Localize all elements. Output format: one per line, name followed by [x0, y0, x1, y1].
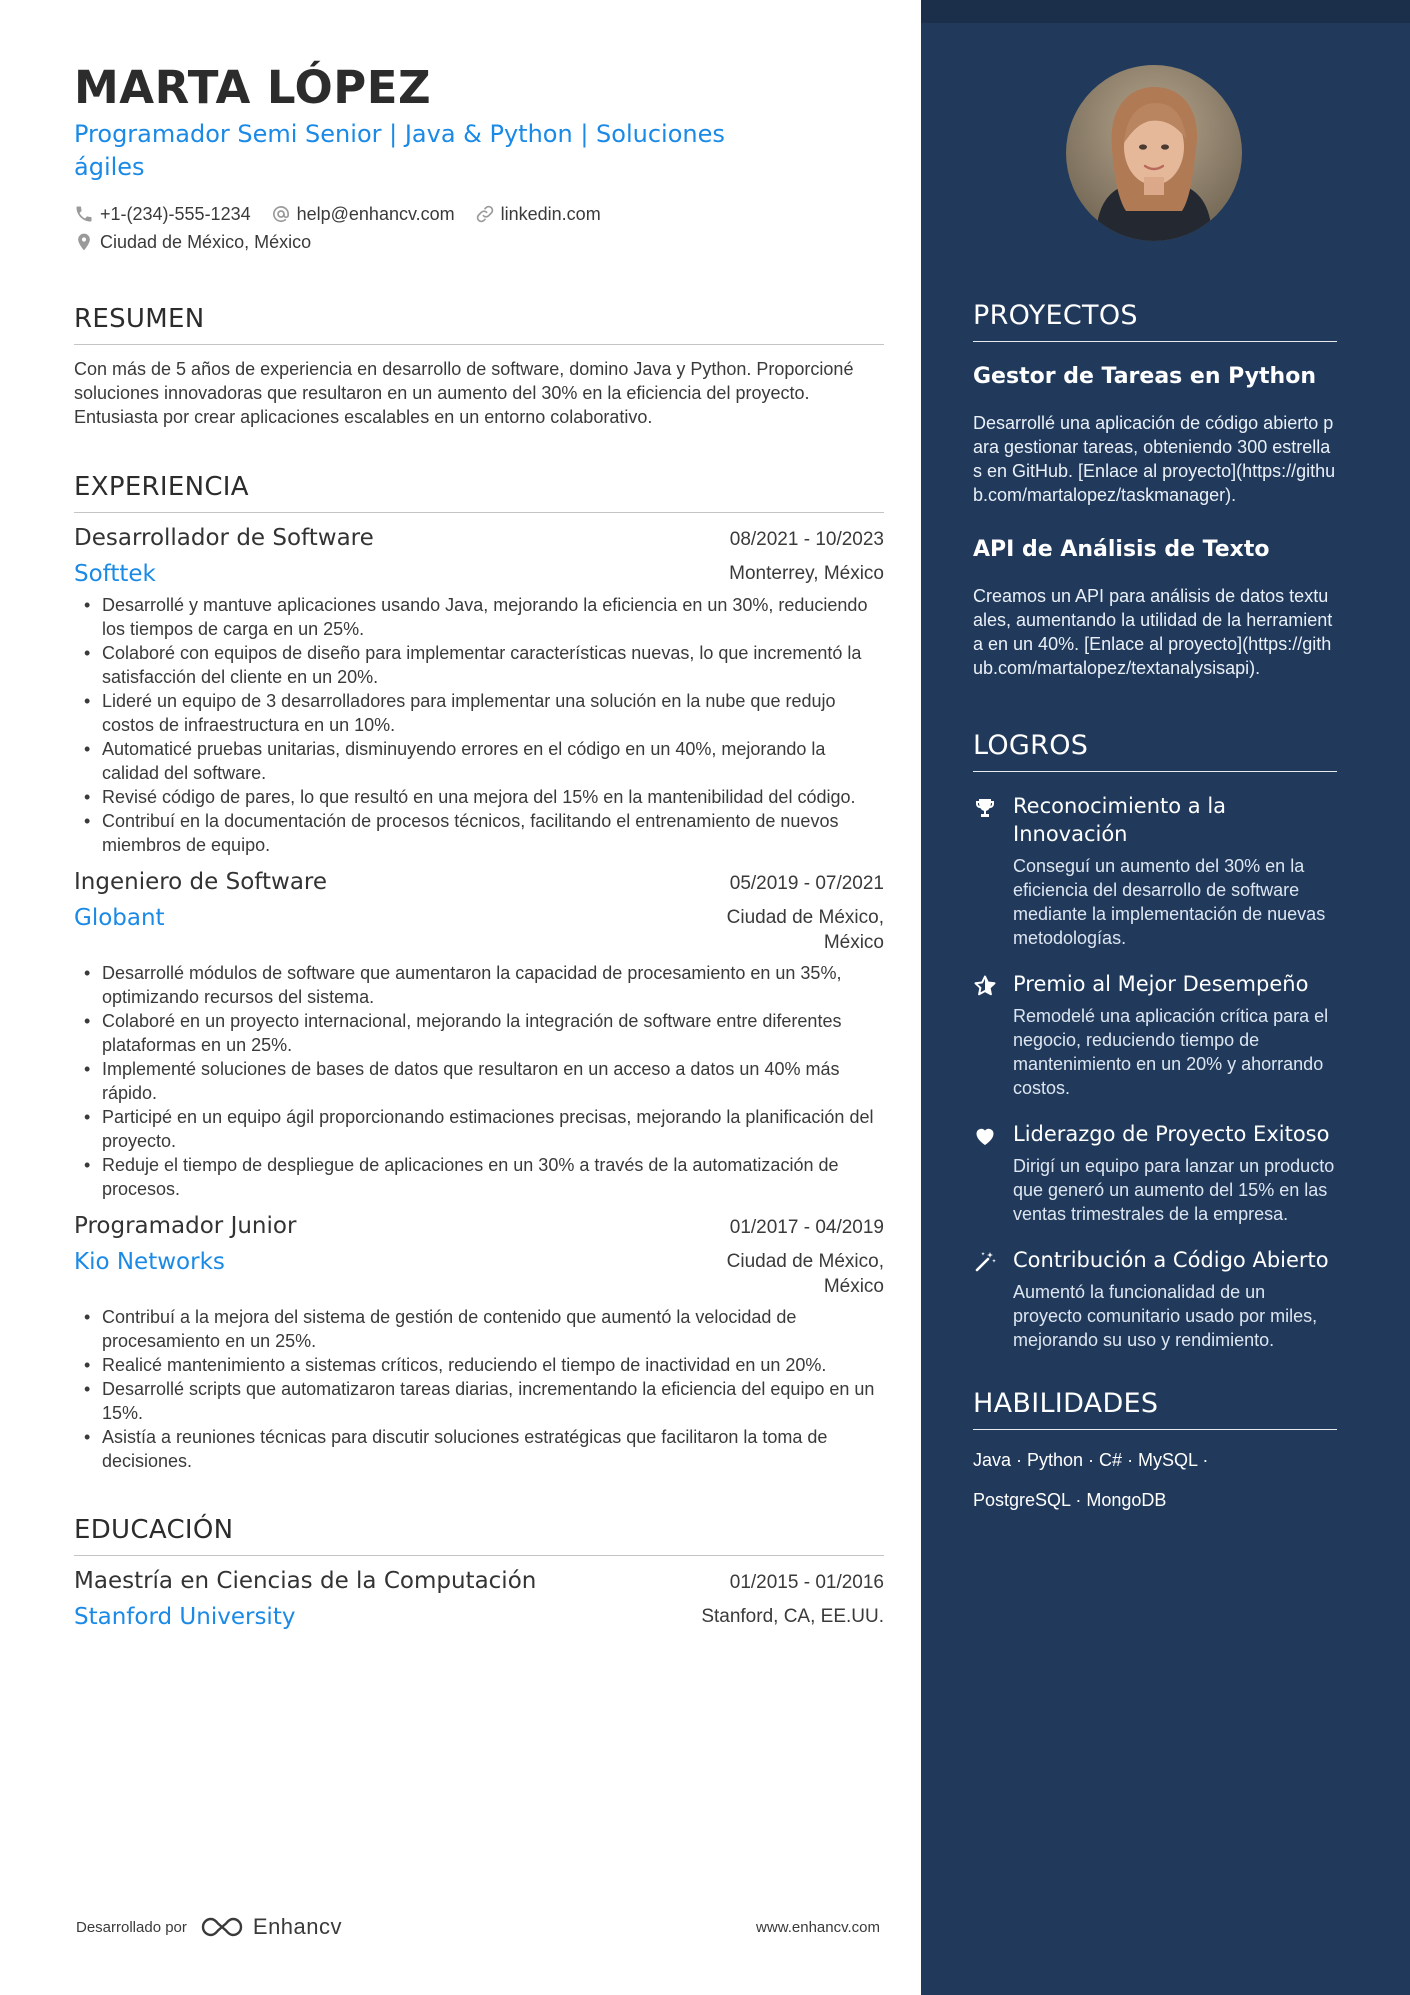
bullet-item: • Contribuí a la mejora del sistema de gestión de contenido que aumentó la velocidad de procesamiento en un 25%.: [74, 1305, 884, 1353]
achievement-description: Dirigí un equipo para lanzar un producto que generó un aumento del 15% en las ventas trimestrales de la empresa.: [1013, 1156, 1335, 1224]
achievement-item: [973, 1246, 1337, 1352]
summary-text: Con más de 5 años de experiencia en desarrollo de software, domino Java y Python. Proporcioné soluciones innovadoras que resultaron en un aumento del 30% en la eficiencia del proyecto. Entusiasta por crear aplicaciones escalables en un entorno colaborativo.: [74, 359, 854, 427]
sidebar-top-band: [921, 0, 1410, 23]
job-location: [727, 905, 884, 955]
company-name[interactable]: Softtek: [74, 561, 156, 587]
achievement-title: Premio al Mejor Desempeño: [1013, 972, 1309, 996]
summary-heading: RESUMEN: [74, 304, 884, 345]
developed-by-text: Desarrollado por: [76, 1918, 187, 1936]
education-section: [74, 1515, 884, 1630]
job-location-line: Ciudad de México,: [726, 907, 884, 928]
skills-section: [973, 1388, 1337, 1520]
job-location: [727, 1249, 884, 1299]
bullet-item: • Reduje el tiempo de despliegue de aplicaciones en un 30% a través de la automatización de procesos.: [74, 1153, 884, 1201]
job-dates: 01/2017 - 04/2019: [729, 1217, 884, 1238]
job-dates: 05/2019 - 07/2021: [729, 873, 884, 894]
magic-wand-icon: [973, 1250, 997, 1274]
location-pin-icon: [74, 232, 94, 252]
job-title: Desarrollador de Software: [74, 525, 374, 551]
education-heading: EDUCACIÓN: [74, 1515, 884, 1556]
email-text: help@enhancv.com: [296, 203, 455, 224]
linkedin-contact[interactable]: [475, 202, 601, 226]
bullet-item: • Lideré un equipo de 3 desarrolladores para implementar una solución en la nube que redujo costos de infraestructura en un 10%.: [74, 689, 884, 737]
candidate-title: Programador Semi Senior | Java & Python | Soluciones ágiles: [74, 120, 725, 181]
achievement-description: Aumentó la funcionalidad de un proyecto comunitario usado por miles, mejorando su uso y rendimiento.: [1013, 1282, 1318, 1350]
footer-url[interactable]: www.enhancv.com: [756, 1918, 880, 1936]
project-title: API de Análisis de Texto: [973, 537, 1270, 562]
achievement-title: Reconocimiento a la Innovación: [1013, 794, 1227, 846]
projects-heading: PROYECTOS: [973, 300, 1337, 342]
contact-info: [74, 202, 774, 254]
education-entry: [74, 1568, 884, 1630]
profile-photo: [1066, 65, 1242, 241]
heart-icon: [973, 1124, 997, 1148]
projects-section: [973, 300, 1337, 680]
bullet-item: • Automaticé pruebas unitarias, disminuyendo errores en el código en un 40%, mejorando la calidad del software.: [74, 737, 884, 785]
achievement-item: [973, 970, 1337, 1100]
job-location-line: México: [823, 1276, 884, 1297]
achievement-item: [973, 792, 1337, 950]
bullet-item: • Realicé mantenimiento a sistemas críticos, reduciendo el tiempo de inactividad en un 20%.: [74, 1353, 884, 1377]
bullet-item: • Desarrollé scripts que automatizaron tareas diarias, incrementando la eficiencia del equipo en un 15%.: [74, 1377, 884, 1425]
project-description: Desarrollé una aplicación de código abierto para gestionar tareas, obteniendo 300 estrellas en GitHub. [Enlace al proyecto](https://github.com/martalopez/taskmanager).: [973, 413, 1336, 505]
achievement-title: Contribución a Código Abierto: [1013, 1248, 1329, 1272]
achievement-description: Conseguí un aumento del 30% en la eficiencia del desarrollo de software mediante la implementación de nuevas metodologías.: [1013, 856, 1326, 948]
project-description: Creamos un API para análisis de datos textuales, aumentando la utilidad de la herramienta en un 40%. [Enlace al proyecto](https://github.com/martalopez/textanalysisapi).: [973, 586, 1333, 678]
bullet-item: • Colaboré en un proyecto internacional, mejorando la integración de software entre diferentes plataformas en un 25%.: [74, 1009, 884, 1057]
phone-text: +1-(234)-555-1234: [100, 203, 251, 224]
bullet-item: • Implementé soluciones de bases de datos que resultaron en un acceso a datos un 40% más rápido.: [74, 1057, 884, 1105]
bullet-item: • Asistía a reuniones técnicas para discutir soluciones estratégicas que facilitaron la toma de decisiones.: [74, 1425, 884, 1473]
company-name[interactable]: Kio Networks: [74, 1249, 225, 1275]
job-location: Monterrey, México: [729, 563, 884, 584]
summary-section: [74, 304, 884, 429]
project-title: Gestor de Tareas en Python: [973, 364, 1316, 389]
job-bullets: [74, 1305, 884, 1473]
achievement-item: [973, 1120, 1337, 1226]
bullet-item: • Desarrollé y mantuve aplicaciones usando Java, mejorando la eficiencia en un 30%, reduciendo los tiempos de carga en un 25%.: [74, 593, 884, 641]
main-column: [74, 60, 884, 1630]
sidebar: [921, 0, 1410, 1995]
footer: [76, 1914, 880, 1940]
linkedin-text: linkedin.com: [500, 203, 601, 224]
bullet-item: • Colaboré con equipos de diseño para implementar características nuevas, lo que incrementó la satisfacción del cliente en un 20%.: [74, 641, 884, 689]
bullet-item: • Revisé código de pares, lo que resultó en una mejora del 15% en la mantenibilidad del código.: [74, 785, 884, 809]
phone-icon: [74, 204, 94, 224]
job-location-line: México: [823, 932, 884, 953]
job-dates: 08/2021 - 10/2023: [729, 529, 884, 550]
trophy-icon: [973, 796, 997, 820]
job-entry: [74, 525, 884, 857]
brand-text: Enhancv: [252, 1914, 343, 1939]
star-icon: [973, 974, 997, 998]
footer-credit: [76, 1914, 342, 1940]
job-bullets: [74, 961, 884, 1201]
enhancv-logo-icon: [199, 1915, 245, 1939]
location-text: Ciudad de México, México: [100, 231, 312, 252]
job-title: Programador Junior: [74, 1213, 297, 1239]
candidate-name: MARTA LÓPEZ: [74, 61, 432, 114]
experience-heading: EXPERIENCIA: [74, 472, 884, 513]
achievements-heading: LOGROS: [973, 730, 1337, 772]
school-name[interactable]: Stanford University: [74, 1604, 296, 1630]
experience-section: [74, 472, 884, 1473]
skills-list: [973, 1440, 1337, 1520]
job-entry: [74, 1213, 884, 1473]
email-contact[interactable]: [271, 202, 455, 226]
education-location: Stanford, CA, EE.UU.: [701, 1606, 884, 1627]
bullet-item: • Desarrollé módulos de software que aumentaron la capacidad de procesamiento en un 35%, optimizando recursos del sistema.: [74, 961, 884, 1009]
job-entry: [74, 869, 884, 1201]
sidebar-content: [973, 300, 1337, 1520]
achievements-section: [973, 730, 1337, 1352]
job-location-line: Ciudad de México,: [726, 1251, 884, 1272]
bullet-item: • Contribuí en la documentación de procesos técnicos, facilitando el entrenamiento de nuevos miembros de equipo.: [74, 809, 884, 857]
location-contact: [74, 230, 311, 254]
achievement-title: Liderazgo de Proyecto Exitoso: [1013, 1122, 1330, 1146]
job-title: Ingeniero de Software: [74, 869, 328, 895]
bullet-item: • Participé en un equipo ágil proporcionando estimaciones precisas, mejorando la planificación del proyecto.: [74, 1105, 884, 1153]
phone-contact[interactable]: [74, 202, 251, 226]
skills-line: PostgreSQL · MongoDB: [973, 1490, 1167, 1510]
job-bullets: [74, 593, 884, 857]
skills-heading: HABILIDADES: [973, 1388, 1337, 1430]
company-name[interactable]: Globant: [74, 905, 165, 931]
degree-title: Maestría en Ciencias de la Computación: [74, 1568, 537, 1594]
education-dates: 01/2015 - 01/2016: [729, 1572, 884, 1593]
skills-line: Java · Python · C# · MySQL ·: [973, 1450, 1209, 1470]
at-icon: [271, 204, 291, 224]
link-icon: [475, 204, 495, 224]
achievement-description: Remodelé una aplicación crítica para el negocio, reduciendo tiempo de mantenimiento en un 20% y ahorrando costos.: [1013, 1006, 1329, 1098]
